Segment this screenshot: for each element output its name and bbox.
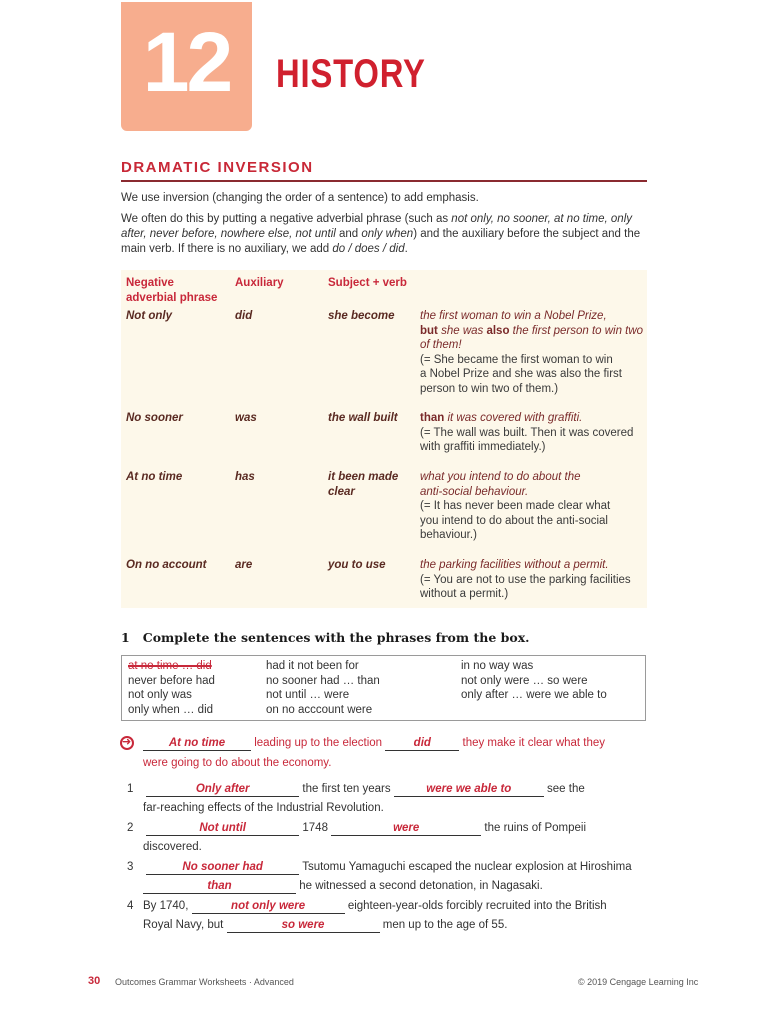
phrase-box-item: at no time … did <box>128 660 212 672</box>
table-row-subject: she become <box>328 310 395 322</box>
answer-gap: Only after <box>146 783 299 797</box>
section-title: DRAMATIC INVERSION <box>121 159 314 176</box>
unit-number-box <box>121 2 252 131</box>
phrase-box-column-3 <box>461 659 607 703</box>
exercise-item-2: 2 Not until 1748 were the ruins of Pompeii <box>127 822 587 834</box>
phrase-box-item: no sooner had … than <box>266 674 380 687</box>
unit-title: HISTORY <box>276 52 426 96</box>
table-row-example: than it was covered with graffiti. (= The wall was built. Then it was covered with graffiti immediately.) <box>420 412 634 454</box>
table-header-phrase: Negative adverbial phrase <box>126 277 218 304</box>
table-row-phrase: No sooner <box>126 412 183 424</box>
answer-gap: not only were <box>192 900 345 914</box>
exercise-item-1-cont: far-reaching effects of the Industrial Revolution. <box>143 802 384 814</box>
answer-gap: No sooner had <box>146 861 299 875</box>
table-row-example: the parking facilities without a permit. (= You are not to use the parking facilities without a permit.) <box>420 559 631 601</box>
table-row-subject: the wall built <box>328 412 398 424</box>
intro-paragraph-2: We often do this by putting a negative adverbial phrase (such as not only, no sooner, at no time, only after, never before, nowhere else, not until and only when) and the auxiliary before the subject and the main verb. If there is no auxiliary, we add do / does / did. <box>121 213 641 255</box>
phrase-box-item: on no acccount were <box>266 703 373 716</box>
answer-gap: were <box>331 822 481 836</box>
table-row-phrase: On no account <box>126 559 207 571</box>
table-row-phrase: At no time <box>126 471 183 483</box>
answer-gap: Not until <box>146 822 299 836</box>
table-row-phrase: Not only <box>126 310 172 322</box>
table-row-subject: it been made clear <box>328 471 399 498</box>
example-arrow-icon <box>120 736 134 750</box>
page-number: 30 <box>88 975 101 987</box>
phrase-box-item: never before had <box>128 674 215 687</box>
unit-number: 12 <box>142 15 231 109</box>
exercise-item-2-cont: discovered. <box>143 841 202 853</box>
table-header-auxiliary: Auxiliary <box>235 277 284 289</box>
exercise-item-4: 4 By 1740, not only were eighteen-year-olds forcibly recruited into the British <box>127 900 607 912</box>
answer-gap: At no time <box>143 737 251 751</box>
phrase-box-column-2 <box>266 659 380 717</box>
phrase-box-item: not only was <box>128 689 192 702</box>
table-row-example: what you intend to do about the anti-social behaviour. (= It has never been made clear what you intend to do about the anti-social behaviour.) <box>420 471 611 542</box>
phrase-box-column-1 <box>128 659 215 717</box>
answer-gap: than <box>143 880 296 894</box>
phrase-box-item: had it not been for <box>266 660 359 672</box>
phrase-box-item: not until … were <box>266 689 350 702</box>
example-sentence: At no time leading up to the election did they make it clear what they <box>143 736 605 751</box>
footer-book-title: Outcomes Grammar Worksheets · Advanced <box>115 977 294 987</box>
exercise-item-3-cont: than he witnessed a second detonation, in Nagasaki. <box>143 879 543 894</box>
exercise-instruction: 1 Complete the sentences with the phrases from the box. <box>121 630 530 645</box>
example-sentence-cont: were going to do about the economy. <box>143 757 332 769</box>
footer-copyright: © 2019 Cengage Learning Inc <box>578 977 699 987</box>
phrase-box-item: in no way was <box>461 660 534 672</box>
exercise-item-4-cont: Royal Navy, but so were men up to the age of 55. <box>143 919 508 931</box>
intro-paragraph-1: We use inversion (changing the order of a sentence) to add emphasis. <box>121 192 479 204</box>
table-row-aux: has <box>235 471 255 483</box>
exercise-item-3: 3 No sooner had Tsutomu Yamaguchi escaped the nuclear explosion at Hiroshima <box>127 861 632 873</box>
table-row-subject: you to use <box>328 559 386 571</box>
answer-gap: so were <box>227 919 380 933</box>
phrase-box-item: only when … did <box>128 703 214 716</box>
exercise-item-1: 1 Only after the first ten years were we able to see the <box>127 783 585 795</box>
table-row-example: the first woman to win a Nobel Prize, but she was also the first person to win two of them! (= She became the first woman to win a Nobel Prize and she was also the first person to win two of them.) <box>420 310 644 395</box>
table-header-subject-verb: Subject + verb <box>328 277 407 289</box>
table-row-aux: did <box>235 310 253 322</box>
phrase-box-item: not only were … so were <box>461 674 588 687</box>
table-row-aux: are <box>235 559 253 571</box>
table-row-aux: was <box>235 412 257 424</box>
phrase-box-item: only after … were we able to <box>461 689 607 702</box>
answer-gap: did <box>385 737 459 751</box>
section-rule <box>121 180 647 182</box>
answer-gap: were we able to <box>394 783 544 797</box>
